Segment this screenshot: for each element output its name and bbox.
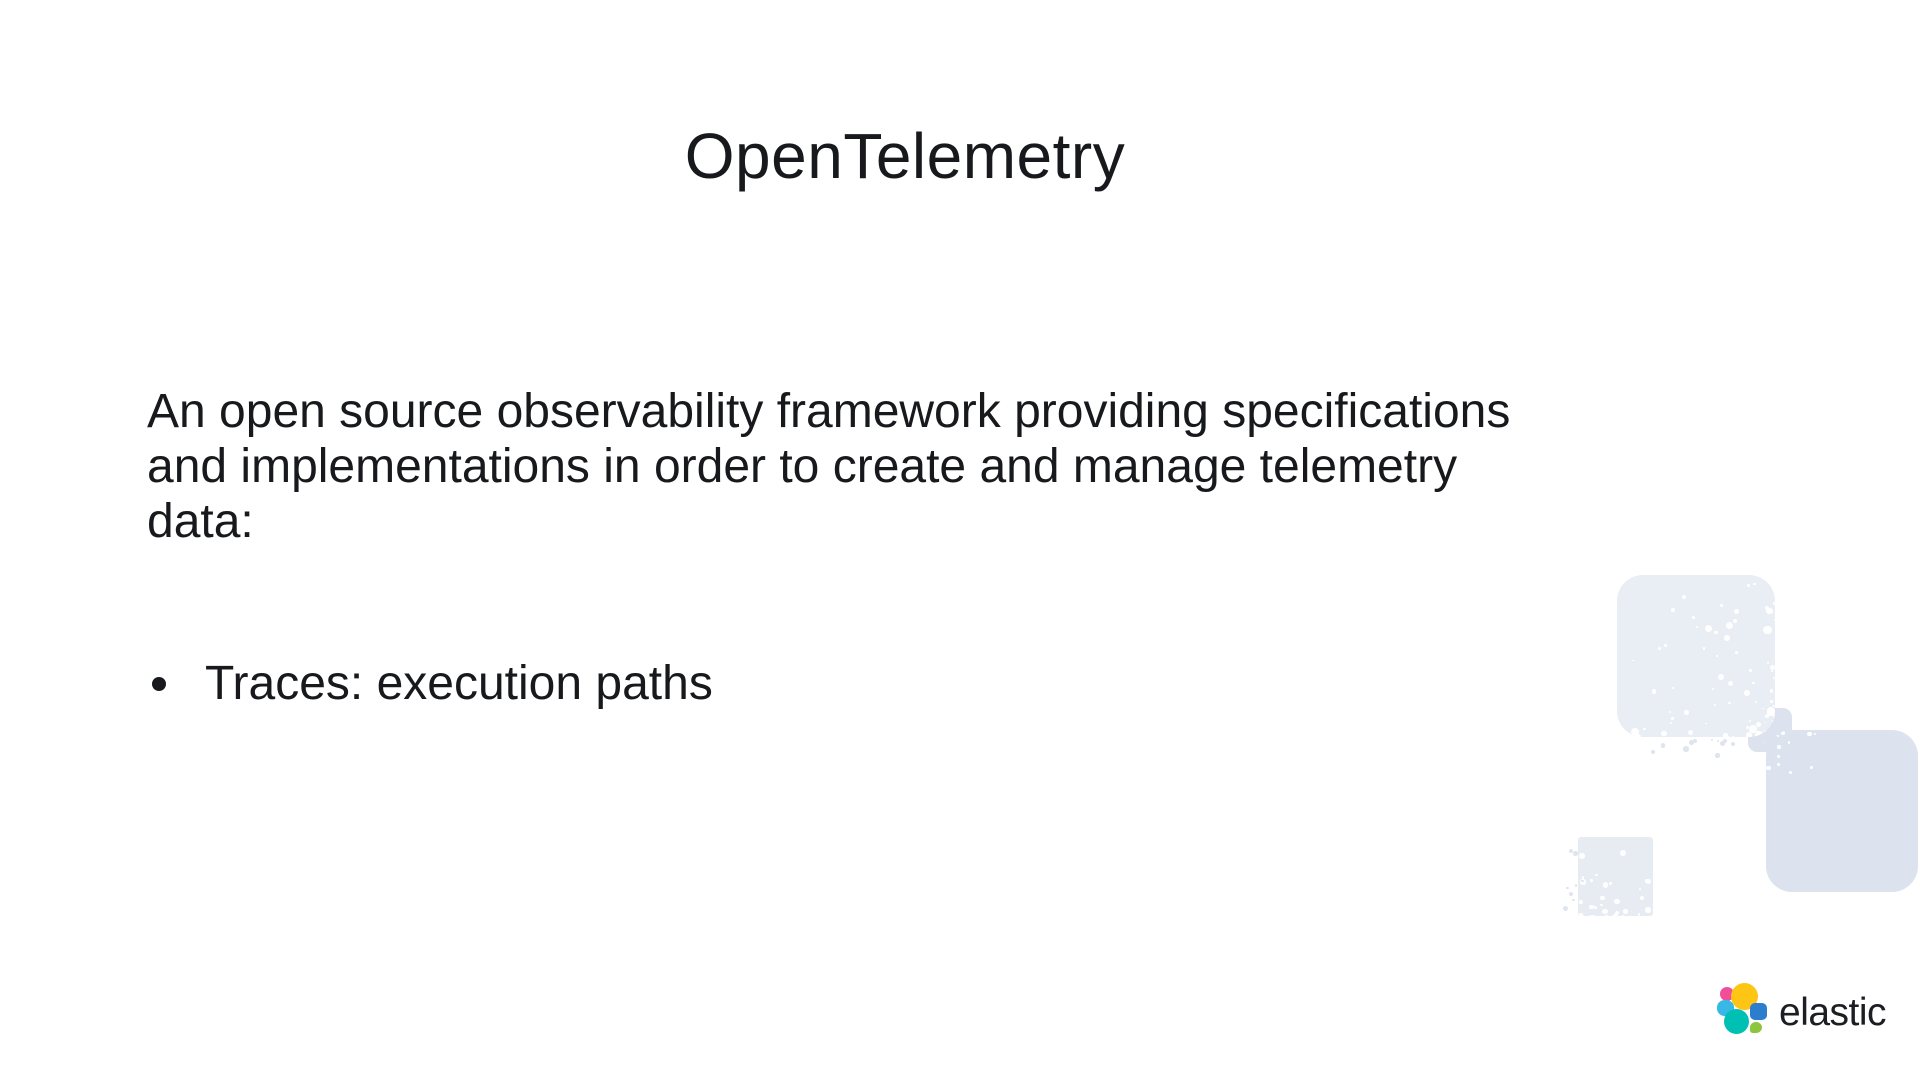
- paragraph-line-2: and implementations in order to create and manage telemetry: [147, 440, 1458, 493]
- dissolve-dot: [1569, 892, 1573, 896]
- dissolve-dot: [1733, 619, 1737, 623]
- dissolve-dot: [1765, 722, 1767, 724]
- dissolve-dot: [1761, 739, 1766, 744]
- dissolve-dot: [1566, 887, 1569, 890]
- dissolve-dot: [1595, 874, 1597, 876]
- dissolve-dot: [1603, 882, 1608, 887]
- dissolve-dot: [1789, 771, 1792, 774]
- dissolve-dot: [1688, 730, 1693, 735]
- dissolve-dot: [1755, 731, 1763, 737]
- dissolve-dot: [1580, 879, 1585, 884]
- dissolve-dot: [1720, 741, 1725, 746]
- dissolve-dot: [1767, 662, 1769, 664]
- dissolve-dot: [1770, 700, 1772, 702]
- dissolve-dot: [1652, 689, 1656, 693]
- dissolve-dot: [1589, 905, 1593, 909]
- decor-square-large-bottom: [1766, 730, 1918, 892]
- dissolve-dot: [1753, 583, 1755, 585]
- dissolve-dot: [1720, 604, 1723, 607]
- dissolve-dot: [1670, 722, 1672, 724]
- dissolve-dot: [1703, 647, 1705, 649]
- dissolve-dot: [1640, 896, 1644, 900]
- dissolve-dot: [1662, 732, 1666, 736]
- dissolve-dot: [1724, 736, 1731, 737]
- dissolve-dot: [1767, 707, 1775, 716]
- dissolve-dot: [1773, 677, 1775, 679]
- dissolve-dot: [1773, 714, 1775, 719]
- dissolve-dot: [1669, 711, 1671, 713]
- dissolve-dot: [1777, 735, 1779, 737]
- dissolve-dot: [1622, 915, 1625, 916]
- logo-blob-green: [1750, 1022, 1762, 1033]
- dissolve-dot: [1651, 750, 1654, 753]
- dissolve-dot: [1696, 626, 1699, 629]
- dissolve-dot: [1579, 853, 1585, 859]
- dissolve-dot: [1602, 909, 1608, 915]
- dissolve-dot: [1735, 651, 1738, 654]
- paragraph-line-3: data:: [147, 495, 254, 548]
- dissolve-dot: [1639, 888, 1641, 890]
- dissolve-dot: [1600, 896, 1605, 901]
- dissolve-dot: [1572, 899, 1574, 901]
- decor-square-large-top: [1617, 575, 1775, 737]
- dissolve-dot: [1724, 635, 1730, 641]
- dissolve-dot: [1645, 879, 1650, 884]
- dissolve-dot: [1744, 690, 1750, 696]
- dissolve-dot: [1623, 909, 1628, 914]
- bullet-item-traces: [152, 656, 713, 711]
- dissolve-dot: [1671, 608, 1675, 612]
- dissolve-dot: [1620, 850, 1626, 856]
- bullet-dot: [152, 677, 166, 691]
- dissolve-dot: [1777, 755, 1780, 758]
- dissolve-dot: [1765, 606, 1769, 610]
- dissolve-dot: [1746, 732, 1753, 737]
- dissolve-dot: [1579, 915, 1585, 916]
- dissolve-dot: [1756, 722, 1761, 727]
- dissolve-dot: [1747, 584, 1750, 587]
- dissolve-dot: [1756, 733, 1760, 737]
- dissolve-dot: [1726, 622, 1733, 629]
- dissolve-dot: [1563, 906, 1568, 911]
- dissolve-dot: [1582, 876, 1585, 879]
- dissolve-dot: [1773, 705, 1775, 707]
- dissolve-dot: [1814, 733, 1817, 736]
- dissolve-dot: [1579, 900, 1582, 903]
- dissolve-dot: [1579, 913, 1583, 916]
- dissolve-dot: [1781, 731, 1785, 735]
- dissolve-dot: [1689, 740, 1694, 745]
- dissolve-dot: [1579, 913, 1582, 916]
- dissolve-dot: [1661, 731, 1667, 737]
- dissolve-dot: [1643, 728, 1646, 731]
- decor-square-small: [1578, 837, 1653, 916]
- dissolve-dot: [1711, 739, 1713, 741]
- dissolve-dot: [1777, 763, 1780, 766]
- dissolve-dot: [1734, 609, 1739, 614]
- dissolve-dot: [1615, 911, 1619, 915]
- dissolve-dot: [1612, 914, 1618, 916]
- dissolve-dot: [1749, 720, 1751, 722]
- dissolve-dot: [1774, 733, 1777, 736]
- dissolve-dot: [1692, 616, 1695, 619]
- dissolve-dot: [1632, 660, 1634, 662]
- dissolve-dot: [1672, 687, 1674, 689]
- dissolve-dot: [1749, 669, 1752, 672]
- dissolve-dot: [1715, 753, 1719, 757]
- dissolve-dot: [1631, 728, 1639, 736]
- dissolve-dot: [1714, 631, 1718, 635]
- dissolve-dot: [1712, 688, 1714, 690]
- dissolve-dot: [1732, 736, 1735, 737]
- dissolve-dot: [1770, 708, 1772, 710]
- dissolve-dot: [1774, 587, 1775, 593]
- dissolve-dot: [1807, 732, 1812, 737]
- dissolve-dot: [1752, 682, 1755, 685]
- dissolve-dot: [1705, 625, 1712, 632]
- dissolve-dot: [1728, 702, 1731, 705]
- intro-paragraph: [147, 384, 1510, 549]
- dissolve-dot: [1774, 716, 1775, 722]
- dissolve-dot: [1755, 701, 1757, 703]
- dissolve-dot: [1769, 725, 1775, 733]
- logo-blob-yellow: [1731, 983, 1758, 1010]
- dissolve-dot: [1693, 739, 1697, 743]
- dissolve-dot: [1718, 674, 1724, 680]
- dissolve-dot: [1565, 907, 1567, 909]
- dissolve-dot: [1591, 915, 1595, 916]
- dissolve-dot: [1773, 732, 1776, 735]
- dissolve-dot: [1614, 899, 1620, 905]
- dissolve-dot: [1763, 730, 1771, 737]
- dissolve-dot: [1671, 717, 1674, 720]
- dissolve-dot: [1714, 704, 1716, 706]
- logo-blob-skyblue: [1717, 1000, 1734, 1016]
- dissolve-dot: [1765, 714, 1769, 718]
- dissolve-dot: [1590, 879, 1593, 882]
- decor-square-connector: [1748, 708, 1792, 752]
- dissolve-dot: [1758, 736, 1761, 737]
- dissolve-dot: [1766, 766, 1771, 771]
- dissolve-dot: [1646, 879, 1651, 884]
- dissolve-dot: [1664, 644, 1667, 647]
- dissolve-dot: [1569, 849, 1573, 853]
- dissolve-dot: [1727, 624, 1729, 626]
- elastic-logo-text: elastic: [1779, 991, 1887, 1034]
- dissolve-dot: [1723, 739, 1727, 743]
- dissolve-dot: [1661, 743, 1666, 748]
- dissolve-dot: [1723, 733, 1727, 737]
- dissolve-dot: [1573, 851, 1578, 856]
- dissolve-dot: [1777, 745, 1781, 749]
- dissolve-dot: [1731, 742, 1735, 746]
- logo-blob-teal: [1724, 1009, 1749, 1034]
- dissolve-dot: [1788, 741, 1790, 743]
- dissolve-dot: [1658, 647, 1661, 650]
- dissolve-dot: [1771, 670, 1773, 672]
- paragraph-line-1: An open source observability framework providing specifications: [147, 385, 1511, 438]
- dissolve-dot: [1590, 915, 1595, 916]
- logo-blob-blue: [1750, 1003, 1767, 1020]
- dissolve-dot: [1763, 626, 1772, 635]
- dissolve-dot: [1638, 913, 1641, 916]
- dissolve-dot: [1746, 726, 1749, 729]
- logo-blob-pink: [1720, 987, 1734, 1001]
- dissolve-dot: [1600, 904, 1602, 906]
- dissolve-dot: [1605, 915, 1607, 916]
- dissolve-dot: [1770, 689, 1773, 692]
- dissolve-dot: [1728, 681, 1733, 686]
- dissolve-dot: [1635, 734, 1641, 737]
- dissolve-dot: [1774, 619, 1775, 621]
- dissolve-dot: [1581, 880, 1583, 882]
- bullet-text: Traces: execution paths: [205, 657, 713, 710]
- dissolve-dot: [1772, 720, 1774, 722]
- dissolve-dot: [1747, 735, 1749, 737]
- elastic-logo-mark-icon: [1718, 984, 1768, 1036]
- dissolve-dot: [1705, 723, 1707, 725]
- dissolve-dot: [1717, 740, 1719, 742]
- dissolve-dot: [1684, 710, 1689, 715]
- dissolve-dot: [1773, 602, 1775, 604]
- dissolve-dot: [1810, 766, 1813, 769]
- slide-title: OpenTelemetry: [684, 120, 1126, 192]
- dissolve-dot: [1761, 733, 1767, 737]
- dissolve-dot: [1590, 915, 1592, 916]
- dissolve-dot: [1749, 725, 1757, 733]
- dissolve-dot: [1770, 665, 1775, 670]
- dissolve-dot: [1609, 882, 1611, 884]
- dissolve-dot: [1682, 595, 1686, 599]
- dissolve-dot: [1762, 708, 1764, 710]
- dissolve-dot: [1575, 884, 1577, 886]
- dissolve-dot: [1683, 746, 1688, 751]
- dissolve-dot: [1766, 608, 1773, 615]
- dissolve-dot: [1645, 907, 1651, 913]
- dissolve-dot: [1594, 906, 1597, 909]
- dissolve-dot: [1768, 730, 1772, 734]
- dissolve-dot: [1716, 655, 1718, 657]
